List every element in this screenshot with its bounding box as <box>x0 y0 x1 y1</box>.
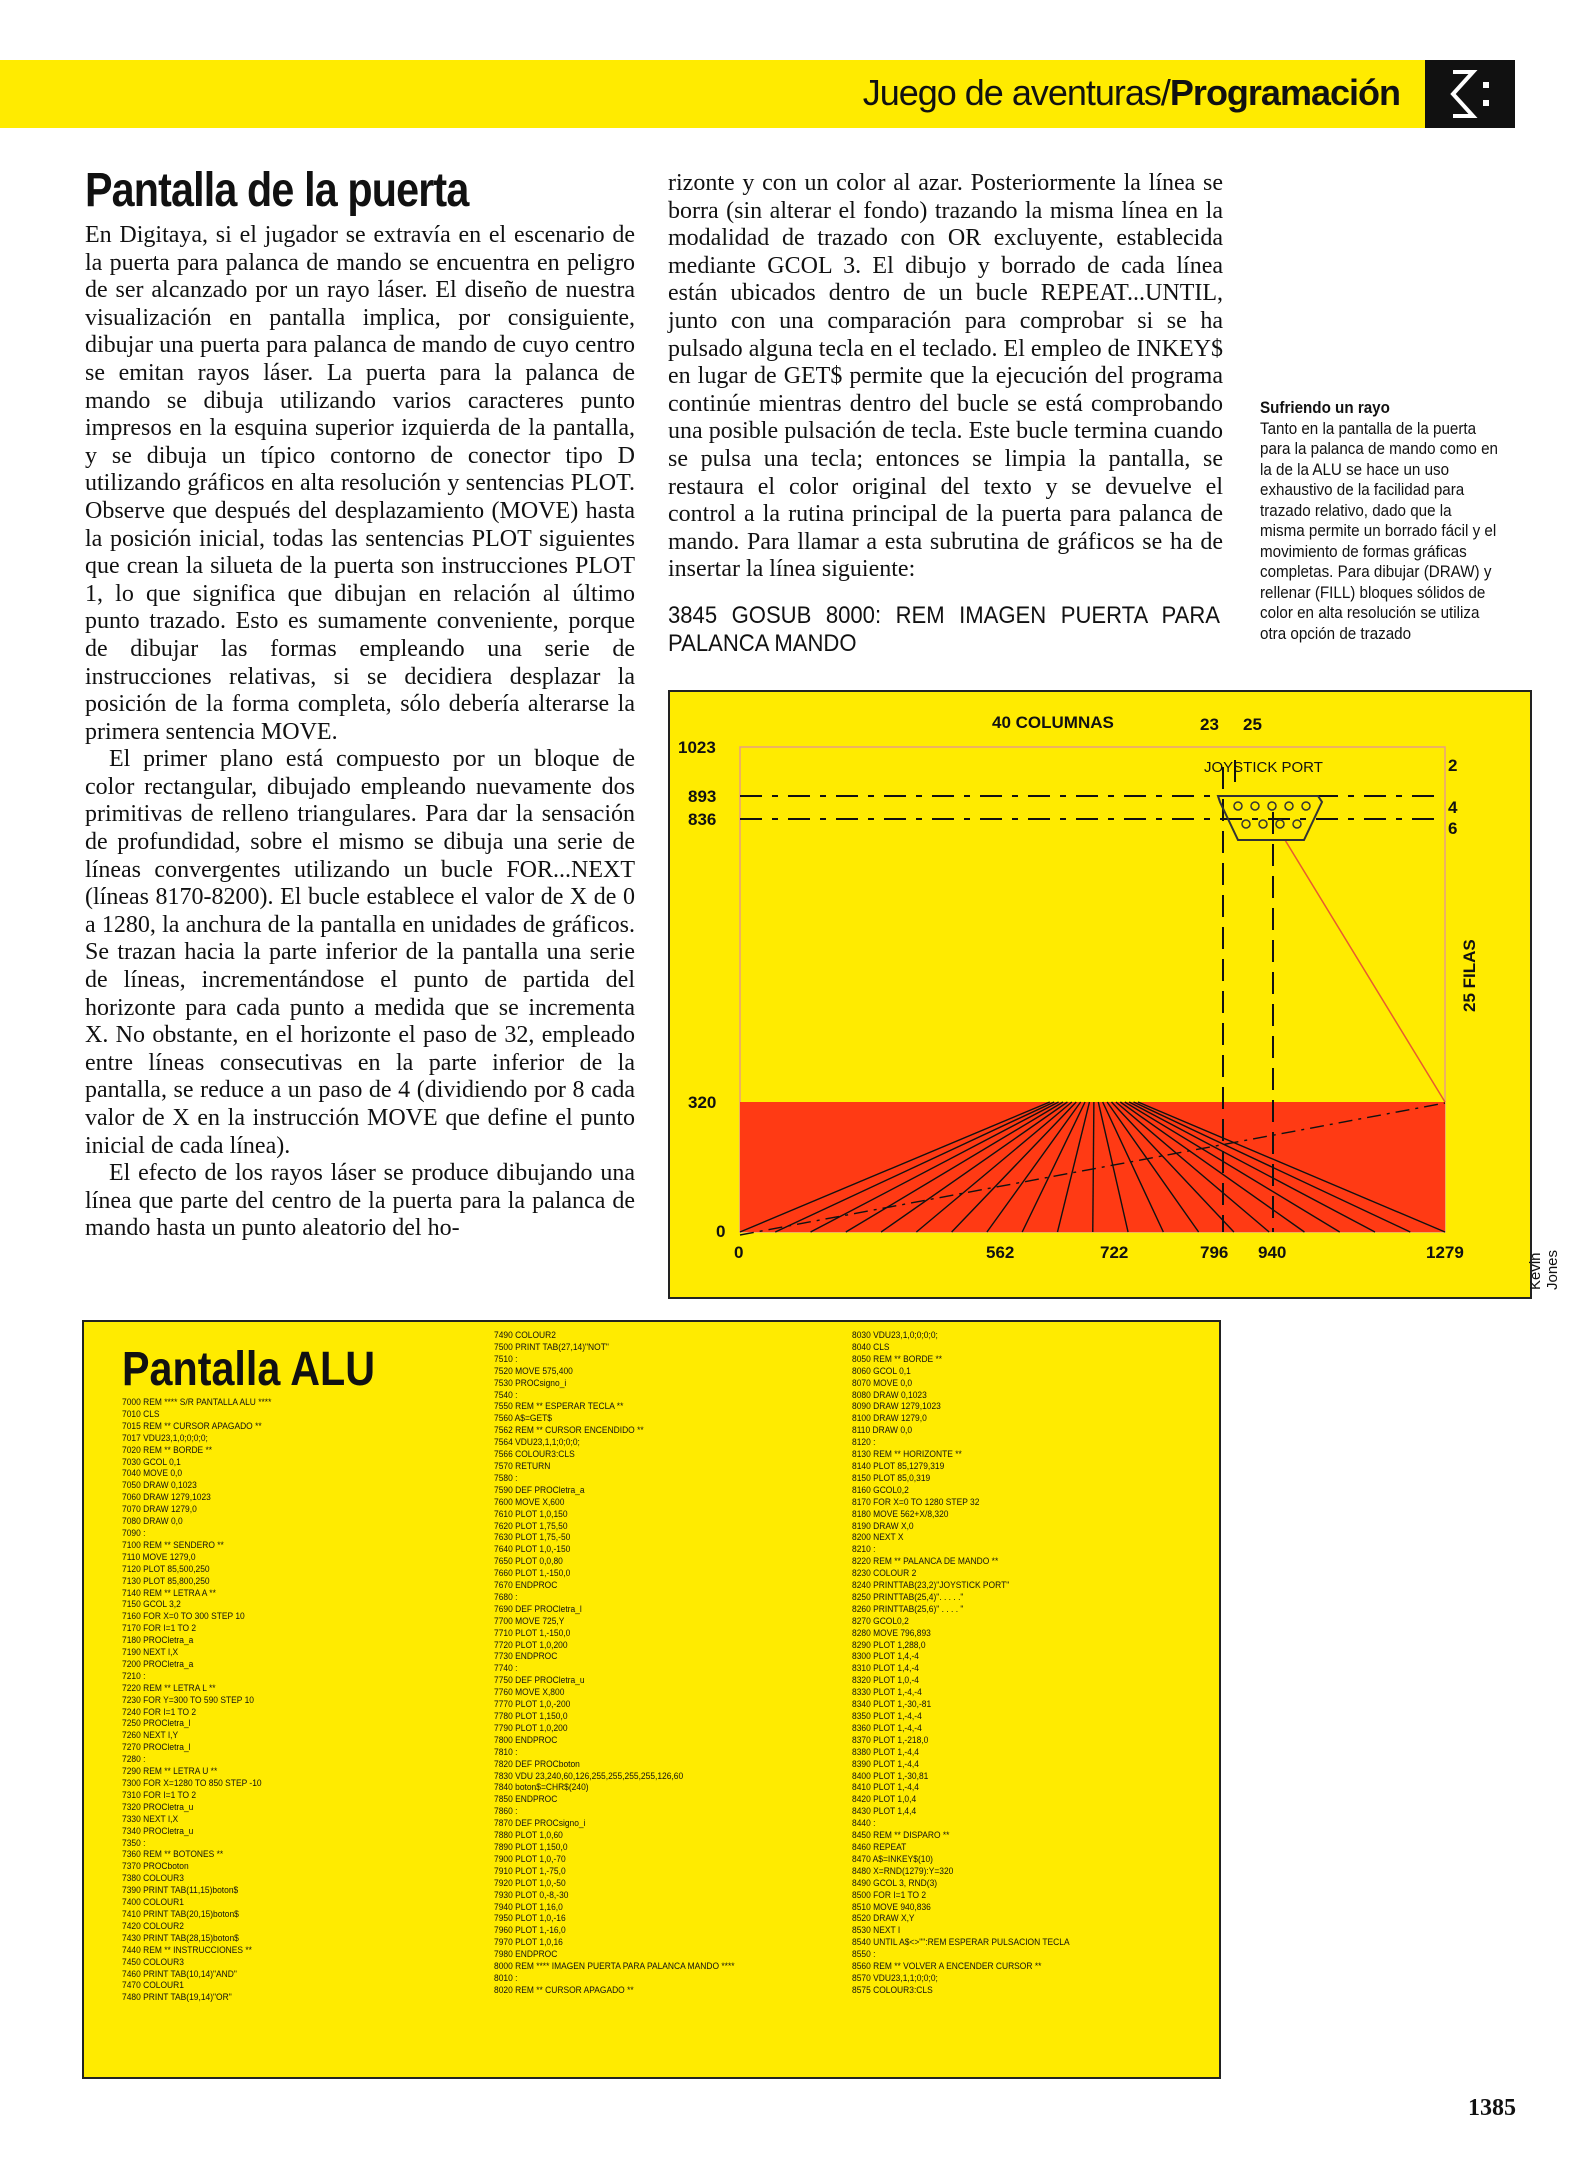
code-line: 8190 DRAW X,0 <box>852 1520 914 1532</box>
code-line: 7510 : <box>494 1353 518 1365</box>
code-line: 8020 REM ** CURSOR APAGADO ** <box>494 1984 634 1996</box>
diagram-canvas <box>670 692 1530 1297</box>
code-line: 8570 VDU23,1,1;0;0;0; <box>852 1972 938 1984</box>
paragraph-2: El primer plano está compuesto por un bloque de color rectangular, dibujado empleando nuevamente dos primitivas de relleno triangulares. Para dar la sensación de profundidad, sobre el mismo se dibuja una serie de líneas convergentes utilizando un bucle FOR...NEXT (líneas 8170-8200). El bucle establece el valor de X de 0 a 1280, la anchura de la pantalla en unidades de gráficos. Se trazan hacia la parte inferior de la pantalla una serie de líneas, incrementándose el punto de partida del horizonte para cada punto a medida que se incrementa X. No obstante, en el horizonte el paso de 32, empleado entre líneas consecutivas en la parte inferior de la pantalla, se reduce a un paso de 4 (dividiendo por 8 cada valor de X en la instrucción MOVE que define el punto inicial de cada línea). <box>85 746 635 1159</box>
alu-listing-box <box>82 1320 1221 2079</box>
code-line: 8310 PLOT 1,4,-4 <box>852 1663 919 1675</box>
code-line: 7050 DRAW 0,1023 <box>122 1480 197 1492</box>
code-line: 8180 MOVE 562+X/8,320 <box>852 1508 949 1520</box>
code-line: 8240 PRINTTAB(23,2)"JOYSTICK PORT" <box>852 1580 1010 1592</box>
code-line: 7460 PRINT TAB(10,14)"AND" <box>122 1968 237 1980</box>
x-label-562: 562 <box>986 1243 1015 1262</box>
row-2-label: 2 <box>1448 756 1458 775</box>
code-line: 8250 PRINTTAB(25,4)". . . . ." <box>852 1591 964 1603</box>
code-line: 7570 RETURN <box>494 1460 551 1472</box>
code-line: 8030 VDU23,1,0;0;0;0; <box>852 1330 938 1341</box>
code-line: 7420 COLOUR2 <box>122 1920 184 1932</box>
code-line: 8520 DRAW X,Y <box>852 1913 915 1925</box>
code-line: 7562 REM ** CURSOR ENCENDIDO ** <box>494 1425 644 1437</box>
code-line: 7480 PRINT TAB(19,14)"OR" <box>122 1992 232 2004</box>
code-line: 8210 : <box>852 1544 876 1556</box>
code-line: 7820 DEF PROCboton <box>494 1758 580 1770</box>
code-line: 8400 PLOT 1,-30,81 <box>852 1770 929 1782</box>
code-line: 7350 : <box>122 1837 146 1849</box>
code-line: 7710 PLOT 1,-150,0 <box>494 1627 571 1639</box>
port-label: JOYSTICK PORT <box>1204 759 1323 776</box>
code-line: 8300 PLOT 1,4,-4 <box>852 1651 919 1663</box>
paragraph-1: En Digitaya, si el jugador se extravía en el escenario de la puerta para palanca de mando se encuentra en peligro de ser alcanzado por un rayo láser. El diseño de nuestra visualización en pantalla implica, por consiguiente, dibujar una puerta para palanca de mando de cuyo centro se emitan rayos láser. La puerta para la palanca de mando se dibuja utilizando varios caracteres punto impresos en la esquina superior izquierda de la pantalla, y se dibuja un típico contorno de conector tipo D utilizando gráficos en alta resolución y sentencias PLOT. Observe que después del desplazamiento (MOVE) hasta la posición inicial, todas las sentencias PLOT siguientes que crean la silueta de la puerta son instrucciones PLOT 1, lo que significa que dibujan en relación al último punto trazado. Esto es sumamente conveniente, porque de dibujar las formas empleando una serie de instrucciones relativas, si se decidiera desplazar la posición de la forma completa, sólo debería alterarse la primera sentencia MOVE. <box>85 222 635 745</box>
code-line: 7860 : <box>494 1806 518 1818</box>
code-line: 8050 REM ** BORDE ** <box>852 1353 943 1365</box>
code-line: 7590 DEF PROCletra_a <box>494 1484 585 1496</box>
code-line: 7000 REM **** S/R PANTALLA ALU **** <box>122 1397 272 1408</box>
code-line: 7530 PROCsigno_i <box>494 1377 567 1389</box>
code-line: 8560 REM ** VOLVER A ENCENDER CURSOR ** <box>852 1961 1042 1973</box>
code-line: 7040 MOVE 0,0 <box>122 1468 183 1480</box>
page-number: 1385 <box>1468 2095 1516 2121</box>
code-line: 7410 PRINT TAB(20,15)boton$ <box>122 1908 239 1920</box>
code-line: 7020 REM ** BORDE ** <box>122 1444 213 1456</box>
code-line: 8390 PLOT 1,-4,4 <box>852 1758 919 1770</box>
code-line: 7030 GCOL 0,1 <box>122 1456 181 1468</box>
code-line: 7550 REM ** ESPERAR TECLA ** <box>494 1401 624 1413</box>
code-line: 7780 PLOT 1,150,0 <box>494 1711 568 1722</box>
code-line: 7230 FOR Y=300 TO 590 STEP 10 <box>122 1694 254 1706</box>
code-line: 7630 PLOT 1,75,-50 <box>494 1532 571 1544</box>
code-line: 7220 REM ** LETRA L ** <box>122 1682 216 1694</box>
code-line: 7090 : <box>122 1527 146 1539</box>
code-line: 7560 A$=GET$ <box>494 1413 552 1425</box>
section-header <box>863 72 1400 114</box>
y-label-836: 836 <box>688 810 717 829</box>
code-line: 7600 MOVE X,600 <box>494 1496 565 1508</box>
code-line: 7240 FOR I=1 TO 2 <box>122 1706 197 1718</box>
code-line: 7140 REM ** LETRA A ** <box>122 1587 216 1599</box>
col-23-label: 23 <box>1200 715 1219 734</box>
code-line: 7380 COLOUR3 <box>122 1873 184 1885</box>
code-line: 8550 : <box>852 1949 876 1961</box>
code-line: 7920 PLOT 1,0,-50 <box>494 1877 566 1889</box>
code-line: 8340 PLOT 1,-30,-81 <box>852 1699 932 1711</box>
code-line: 8270 GCOL0,2 <box>852 1615 909 1627</box>
code-line: 7160 FOR X=0 TO 300 STEP 10 <box>122 1611 245 1623</box>
code-line: 7360 REM ** BOTONES ** <box>122 1849 224 1861</box>
code-line: 7470 COLOUR1 <box>122 1980 184 1992</box>
code-line: 7640 PLOT 1,0,-150 <box>494 1544 571 1556</box>
code-line: 8510 MOVE 940,836 <box>852 1901 931 1913</box>
sidebar-title: Sufriendo un rayo <box>1260 399 1390 417</box>
code-line: 7080 DRAW 0,0 <box>122 1516 183 1528</box>
code-line: 7300 FOR X=1280 TO 850 STEP -10 <box>122 1778 262 1789</box>
code-line: 7880 PLOT 1,0,60 <box>494 1830 563 1842</box>
code-line: 7790 PLOT 1,0,200 <box>494 1722 568 1734</box>
code-line: 8420 PLOT 1,0,4 <box>852 1794 917 1806</box>
code-line: 7190 NEXT I,X <box>122 1647 179 1659</box>
code-line: 8220 REM ** PALANCA DE MANDO ** <box>852 1556 999 1568</box>
code-line: 8090 DRAW 1279,1023 <box>852 1401 941 1413</box>
code-line: 7200 PROCletra_a <box>122 1658 194 1670</box>
y-label-320: 320 <box>688 1093 717 1112</box>
row-6-label: 6 <box>1448 819 1458 838</box>
code-line: 7500 PRINT TAB(27,14)"NOT" <box>494 1341 609 1353</box>
code-line: 8430 PLOT 1,4,4 <box>852 1806 917 1818</box>
gosub-code-line: 3845 GOSUB 8000: REM IMAGEN PUERTA PARA PALANCA MANDO <box>668 601 1220 657</box>
code-line: 8320 PLOT 1,0,-4 <box>852 1675 919 1687</box>
code-line: 7700 MOVE 725,Y <box>494 1615 565 1627</box>
code-line: 8330 PLOT 1,-4,-4 <box>852 1687 922 1699</box>
code-line: 7400 COLOUR1 <box>122 1897 184 1909</box>
laser-beam <box>1285 840 1445 1102</box>
code-line: 7310 FOR I=1 TO 2 <box>122 1789 197 1801</box>
code-line: 7015 REM ** CURSOR APAGADO ** <box>122 1420 262 1432</box>
y-label-893: 893 <box>688 787 717 806</box>
code-line: 7910 PLOT 1,-75,0 <box>494 1865 566 1877</box>
section-title: Programación <box>1169 72 1400 113</box>
code-line: 7900 PLOT 1,0,-70 <box>494 1853 566 1865</box>
x-label-722: 722 <box>1100 1243 1129 1262</box>
code-line: 7840 boton$=CHR$(240) <box>494 1782 589 1794</box>
code-line: 8440 : <box>852 1818 876 1830</box>
code-line: 8150 PLOT 85,0,319 <box>852 1472 931 1484</box>
logo-glyph <box>1425 60 1515 128</box>
joystick-port-diagram <box>668 690 1532 1299</box>
code-line: 7760 MOVE X,800 <box>494 1687 565 1699</box>
y-label-0: 0 <box>716 1222 726 1241</box>
code-line: 7950 PLOT 1,0,-16 <box>494 1913 566 1925</box>
code-line: 8130 REM ** HORIZONTE ** <box>852 1449 962 1461</box>
code-line: 7150 GCOL 3,2 <box>122 1599 181 1611</box>
code-line: 8200 NEXT X <box>852 1532 904 1544</box>
code-line: 7170 FOR I=1 TO 2 <box>122 1623 197 1635</box>
code-line: 7970 PLOT 1,0,16 <box>494 1937 563 1949</box>
code-line: 7320 PROCletra_u <box>122 1801 194 1813</box>
code-line: 7130 PLOT 85,800,250 <box>122 1575 210 1587</box>
code-line: 8010 : <box>494 1972 518 1984</box>
code-line: 7100 REM ** SENDERO ** <box>122 1539 224 1551</box>
photo-credit: Kevin Jones <box>1527 1249 1561 1290</box>
x-label-1279: 1279 <box>1426 1243 1464 1262</box>
code-line: 8575 COLOUR3:CLS <box>852 1984 933 1996</box>
code-line: 8070 MOVE 0,0 <box>852 1377 913 1389</box>
listing-column-3 <box>852 1330 1070 1997</box>
code-line: 8160 GCOL0,2 <box>852 1484 909 1496</box>
article-right-column <box>668 170 1223 658</box>
code-line: 8350 PLOT 1,-4,-4 <box>852 1711 922 1722</box>
code-line: 7280 : <box>122 1754 146 1766</box>
code-line: 7730 ENDPROC <box>494 1651 558 1663</box>
code-line: 7930 PLOT 0,-8,-30 <box>494 1889 569 1901</box>
code-line: 7430 PRINT TAB(28,15)boton$ <box>122 1932 239 1944</box>
code-line: 7564 VDU23,1,1;0;0;0; <box>494 1437 580 1449</box>
listing-column-1 <box>122 1397 271 2004</box>
article-left-column <box>85 222 635 1243</box>
code-line: 7620 PLOT 1,75,50 <box>494 1520 568 1532</box>
code-line: 7566 COLOUR3:CLS <box>494 1449 575 1461</box>
code-line: 7940 PLOT 1,16,0 <box>494 1901 563 1913</box>
code-line: 7120 PLOT 85,500,250 <box>122 1563 210 1575</box>
code-line: 8460 REPEAT <box>852 1841 907 1853</box>
code-line: 8060 GCOL 0,1 <box>852 1365 911 1377</box>
code-line: 8540 UNTIL A$<>"":REM ESPERAR PULSACION TECLA <box>852 1937 1070 1949</box>
code-line: 7850 ENDPROC <box>494 1794 558 1806</box>
code-line: 7870 DEF PROCsigno_i <box>494 1818 586 1830</box>
code-line: 8000 REM **** IMAGEN PUERTA PARA PALANCA MANDO **** <box>494 1961 735 1973</box>
code-line: 7330 NEXT I,X <box>122 1813 179 1825</box>
code-line: 8490 GCOL 3, RND(3) <box>852 1877 938 1889</box>
rows-label: 25 FILAS <box>1460 939 1479 1012</box>
code-line: 7690 DEF PROCletra_l <box>494 1603 582 1615</box>
code-line: 7810 : <box>494 1746 518 1758</box>
section-logo-icon <box>1425 60 1515 128</box>
code-line: 7540 : <box>494 1389 518 1401</box>
x-label-940: 940 <box>1258 1243 1287 1262</box>
code-line: 8410 PLOT 1,-4,4 <box>852 1782 919 1794</box>
code-line: 7670 ENDPROC <box>494 1580 558 1592</box>
code-line: 7290 REM ** LETRA U ** <box>122 1766 218 1778</box>
code-line: 7070 DRAW 1279,0 <box>122 1504 197 1516</box>
code-line: 8360 PLOT 1,-4,-4 <box>852 1722 922 1734</box>
code-line: 7660 PLOT 1,-150,0 <box>494 1568 571 1580</box>
col-25-label: 25 <box>1243 715 1262 734</box>
code-line: 7110 MOVE 1279,0 <box>122 1551 196 1563</box>
code-line: 7750 DEF PROCletra_u <box>494 1675 585 1687</box>
code-line: 7580 : <box>494 1472 518 1484</box>
code-line: 8500 FOR I=1 TO 2 <box>852 1889 927 1901</box>
code-line: 8230 COLOUR 2 <box>852 1568 917 1580</box>
paragraph-3: El efecto de los rayos láser se produce dibujando una línea que parte del centro de la puerta para la palanca de mando hasta un punto aleatorio del ho- <box>85 1160 635 1242</box>
code-line: 7180 PROCletra_a <box>122 1635 194 1647</box>
code-line: 7260 NEXT I,Y <box>122 1730 179 1742</box>
code-line: 7270 PROCletra_l <box>122 1742 191 1754</box>
code-line: 7740 : <box>494 1663 518 1675</box>
code-line: 8120 : <box>852 1437 876 1449</box>
code-line: 8470 A$=INKEY$(10) <box>852 1853 933 1865</box>
code-line: 8170 FOR X=0 TO 1280 STEP 32 <box>852 1496 980 1508</box>
code-line: 7250 PROCletra_l <box>122 1718 191 1730</box>
code-line: 7890 PLOT 1,150,0 <box>494 1841 568 1853</box>
article-title: Pantalla de la puerta <box>85 164 469 217</box>
row-4-label: 4 <box>1448 798 1458 817</box>
code-line: 8450 REM ** DISPARO ** <box>852 1830 950 1842</box>
sidebar-text: Tanto en la pantalla de la puerta para la palanca de mando como en la de la ALU se hace un uso exhaustivo de la facilidad para trazado relativo, dado que la misma permite un borrado fácil y el movimiento de formas gráficas completas. Para dibujar (DRAW) y rellenar (FILL) bloques sólidos de color en alta resolución se utiliza otra opción de trazado <box>1260 419 1498 643</box>
code-line: 7060 DRAW 1279,1023 <box>122 1492 211 1504</box>
code-line: 7720 PLOT 1,0,200 <box>494 1639 568 1651</box>
code-line: 7490 COLOUR2 <box>494 1330 556 1341</box>
section-name: Juego de aventuras/ <box>862 72 1170 113</box>
sidebar-caption <box>1260 398 1499 644</box>
code-line: 7520 MOVE 575,400 <box>494 1365 573 1377</box>
code-line: 7980 ENDPROC <box>494 1949 558 1961</box>
code-line: 7340 PROCletra_u <box>122 1825 194 1837</box>
code-line: 8080 DRAW 0,1023 <box>852 1389 927 1401</box>
code-line: 7440 REM ** INSTRUCCIONES ** <box>122 1944 252 1956</box>
code-line: 8290 PLOT 1,288,0 <box>852 1639 926 1651</box>
x-label-0: 0 <box>734 1243 744 1262</box>
code-line: 8110 DRAW 0,0 <box>852 1425 913 1437</box>
code-line: 7450 COLOUR3 <box>122 1956 184 1968</box>
columns-label: 40 COLUMNAS <box>992 713 1114 732</box>
code-line: 7017 VDU23,1,0;0;0;0; <box>122 1432 208 1444</box>
code-line: 7610 PLOT 1,0,150 <box>494 1508 568 1520</box>
y-label-1023: 1023 <box>678 738 716 757</box>
code-line: 8370 PLOT 1,-218,0 <box>852 1734 929 1746</box>
code-line: 8480 X=RND(1279):Y=320 <box>852 1865 954 1877</box>
code-line: 8280 MOVE 796,893 <box>852 1627 931 1639</box>
code-line: 8140 PLOT 85,1279,319 <box>852 1460 945 1472</box>
listing-title: Pantalla ALU <box>122 1343 376 1396</box>
code-line: 7680 : <box>494 1591 518 1603</box>
code-line: 8380 PLOT 1,-4,4 <box>852 1746 919 1758</box>
code-line: 7390 PRINT TAB(11,15)boton$ <box>122 1885 239 1897</box>
code-line: 7370 PROCboton <box>122 1861 189 1873</box>
code-line: 7800 ENDPROC <box>494 1734 558 1746</box>
code-line: 7830 VDU 23,240,60,126,255,255,255,255,126,60 <box>494 1770 684 1782</box>
x-label-796: 796 <box>1200 1243 1229 1262</box>
code-line: 8040 CLS <box>852 1341 890 1353</box>
code-line: 8260 PRINTTAB(25,6)" . . . . " <box>852 1603 964 1615</box>
code-line: 8530 NEXT I <box>852 1925 901 1937</box>
code-line: 8100 DRAW 1279,0 <box>852 1413 927 1425</box>
listing-column-2 <box>494 1330 735 1997</box>
code-line: 7210 : <box>122 1670 146 1682</box>
code-line: 7960 PLOT 1,-16,0 <box>494 1925 566 1937</box>
code-line: 7650 PLOT 0,0,80 <box>494 1556 563 1568</box>
paragraph-4: rizonte y con un color al azar. Posteriormente la línea se borra (sin alterar el fondo) trazando la misma línea en la modalidad de trazado con OR excluyente, establecida mediante GCOL 3. El dibujo y borrado de cada línea están ubicados dentro de un bucle REPEAT...UNTIL, junto con una comparación para comprobar si se ha pulsado alguna tecla en el teclado. El empleo de INKEY$ en lugar de GET$ permite que la ejecución del programa continúe mientras dentro del bucle se está comprobando una posible pulsación de tecla. Este bucle termina cuando se pulsa una tecla; entonces se limpia la pantalla, se restaura el color original del texto y se devuelve el control a la rutina principal de la puerta para palanca de mando. Para llamar a esta subrutina de gráficos se ha de insertar la línea siguiente: <box>668 170 1223 583</box>
code-line: 7010 CLS <box>122 1408 160 1420</box>
code-line: 7770 PLOT 1,0,-200 <box>494 1699 571 1711</box>
